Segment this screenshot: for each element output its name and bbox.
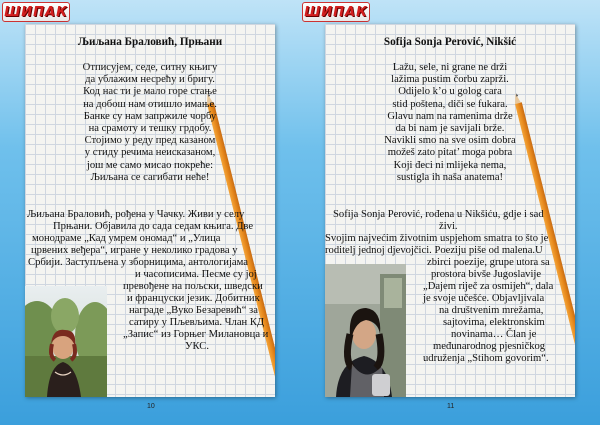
right-bio-line: zbirci poezije, grupe utora sa: [427, 257, 550, 268]
magazine-logo: ШИПАК: [302, 2, 370, 22]
right-page: [300, 0, 600, 425]
left-bio-line: Србији. Заступљена у зборницима, антологијама: [28, 257, 248, 268]
left-bio-line: црвених веђера“, игране у неколико градова у: [31, 245, 238, 256]
left-bio-line: УКС.: [185, 341, 210, 352]
left-bio-line: сатиру у Пљевљима. Члан КД: [129, 317, 265, 328]
left-bio-line: и часописима. Песме су јој: [135, 269, 257, 280]
left-author-photo: [25, 286, 107, 397]
right-poem: Lažu, sele, ni grane ne drži lažima pustim čorbu zaprži. Odijelo k’o u golog cara stid poštena, diči se fukara. Glavu nam na ramenima drže da bi nam je savijali brže. Navikli smo na sve osim dobra možeš zato pitat’ moga pobra Koji đeci ni mlijeka nema, sustigla ih naša anatema!: [384, 62, 516, 183]
left-page-number: 10: [147, 403, 155, 410]
right-bio-line: međunarodnog pjesničkog: [433, 341, 546, 352]
right-page-number: 11: [447, 403, 455, 410]
right-bio-line: Svojim najvećim životnim uspjehom smatra to što je: [325, 233, 549, 244]
right-author-photo: [325, 264, 406, 397]
left-poem: Отписујем, седе, ситну књигу да ублажим несрећу и бригу. Код нас ти је мало горе стање на добош нам отишло имање. Банке су нам запржиле чорбу на срамоту и тешку грдобу. Стојимо у реду пред казаном у стиду речима неисказаном, још ме само мисао покреће: Љиљана се сагибати неће!: [82, 62, 218, 183]
right-bio-line: „Dajem riječ za osmijeh“, dala: [423, 281, 554, 292]
left-bio-line: превођене на пољски, шведски: [123, 281, 263, 292]
magazine-logo: ШИПАК: [2, 2, 70, 22]
left-bio-line: награде „Вуко Безаревић“ за: [129, 305, 258, 316]
left-bio-line: „Запис“ из Горњег Милановца и: [123, 329, 269, 340]
left-author-title: Љиљана Браловић, Прњани: [77, 36, 223, 48]
right-bio-line: novinama… Član je: [451, 329, 537, 340]
right-bio-line: Sofija Sonja Perović, rođena u Nikšiću, gdje i sad: [333, 209, 544, 220]
right-bio-line: roditelj jednoj djevojčici. Poeziju piše od malena.U: [325, 245, 543, 256]
right-bio-line: prostora bivše Jugoslavije: [431, 269, 542, 280]
right-grid-sheet: [325, 24, 575, 397]
right-bio-line: je svoje učešće. Objavljivala: [423, 293, 545, 304]
right-author-title: Sofija Sonja Perović, Nikšić: [383, 36, 517, 48]
left-bio-line: и француски језик. Добитник: [127, 293, 260, 304]
left-bio-line: Љиљана Браловић, рођена у Чачку. Живи у селу: [27, 209, 245, 220]
right-bio-line: sajtovima, elektronskim: [443, 317, 545, 328]
left-bio-line: монодраме „Кад умрем ономад“ и „Улица: [32, 233, 221, 244]
left-bio-line: Прњани. Објавила до сада седам књига. Две: [53, 221, 254, 232]
right-bio-line: na društvenim mrežama,: [439, 305, 544, 316]
right-bio-line: udruženja „Stihom govorim“.: [423, 353, 549, 364]
left-grid-sheet: [25, 24, 275, 397]
right-bio-line: živi.: [439, 221, 458, 232]
